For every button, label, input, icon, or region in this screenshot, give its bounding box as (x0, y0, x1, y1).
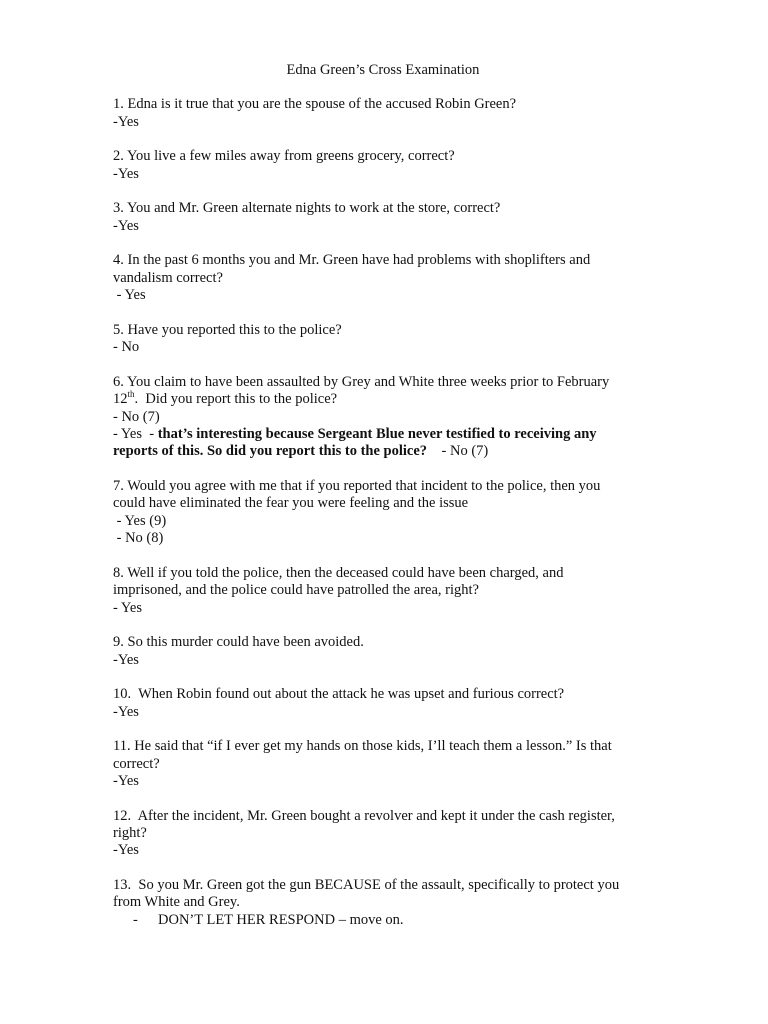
question-text-line-2: imprisoned, and the police could have patrolled the area, right? (113, 582, 479, 599)
question-5 (113, 322, 653, 357)
question-text-line-2: from White and Grey. (113, 894, 240, 911)
question-13 (113, 877, 653, 929)
question-text-line-1: 12. After the incident, Mr. Green bought a revolver and kept it under the cash register, (113, 807, 615, 824)
question-12 (113, 808, 653, 860)
answer-text: - Yes (113, 599, 143, 616)
question-text: 10. When Robin found out about the attack he was upset and furious correct? (113, 686, 565, 703)
question-4 (113, 252, 653, 304)
question-7 (113, 478, 653, 548)
followup-question-line-2: reports of this. So did you report this to the police? (113, 443, 428, 460)
question-8 (113, 565, 653, 617)
followup-question-line-1: that’s interesting because Sergeant Blue never testified to receiving any (157, 426, 597, 443)
document-title: Edna Green’s Cross Examination (286, 62, 480, 78)
question-text-line-1: 13. So you Mr. Green got the gun BECAUSE of the assault, specifically to protect you (113, 877, 620, 894)
question-text: 9. So this murder could have been avoided. (113, 634, 364, 651)
question-text: 2. You live a few miles away from greens grocery, correct? (113, 148, 455, 165)
followup-answer: - No (7) (427, 443, 489, 460)
question-text: 3. You and Mr. Green alternate nights to work at the store, correct? (113, 200, 501, 217)
bullet-note (113, 912, 653, 929)
question-text-line-1: 11. He said that “if I ever get my hands on those kids, I’ll teach them a lesson.” Is that (113, 738, 612, 755)
question-text-line-1: 8. Well if you told the police, then the deceased could have been charged, and (113, 564, 564, 581)
answer-text: - No (113, 339, 140, 356)
question-text-line-2: vandalism correct? (113, 269, 223, 286)
answer-text: -Yes (113, 773, 139, 790)
answer-text: -Yes (113, 651, 139, 668)
answer-text: -Yes (113, 703, 139, 720)
question-text: 1. Edna is it true that you are the spouse of the accused Robin Green? (113, 96, 517, 113)
answer-text: -Yes (113, 165, 139, 182)
answer-text: -Yes (113, 842, 139, 859)
date-number: 12 (113, 391, 128, 408)
answer-text-2 (113, 426, 653, 443)
document-page (113, 62, 653, 946)
answer-text: - Yes (113, 287, 146, 304)
question-text-line-2: right? (113, 825, 147, 842)
bullet-text: DON’T LET HER RESPOND – move on. (158, 911, 404, 928)
answer-text-1: - No (7) (113, 408, 160, 425)
answer-prefix: - Yes - (113, 426, 158, 443)
question-text-line-1: 6. You claim to have been assaulted by Grey and White three weeks prior to February (113, 373, 610, 390)
question-text-line-2: could have eliminated the fear you were feeling and the issue (113, 495, 469, 512)
answer-text-2: - No (8) (113, 530, 164, 547)
question-text-line-1: 4. In the past 6 months you and Mr. Green have had problems with shoplifters and (113, 252, 591, 269)
bullet-dash: - (133, 911, 138, 928)
question-1 (113, 96, 653, 131)
question-text-rest: . Did you report this to the police? (134, 391, 338, 408)
answer-text: -Yes (113, 113, 139, 130)
question-text: 5. Have you reported this to the police? (113, 321, 342, 338)
question-11 (113, 738, 653, 790)
question-text-line-2 (113, 391, 653, 408)
answer-text: -Yes (113, 217, 139, 234)
date-suffix: th (127, 389, 135, 400)
question-3 (113, 200, 653, 235)
question-6 (113, 374, 653, 461)
question-9 (113, 634, 653, 669)
answer-text-1: - Yes (9) (113, 512, 167, 529)
question-10 (113, 686, 653, 721)
question-text-line-1: 7. Would you agree with me that if you reported that incident to the police, then you (113, 478, 601, 495)
question-text-line-2: correct? (113, 755, 160, 772)
answer-text-3 (113, 443, 653, 460)
question-2 (113, 148, 653, 183)
